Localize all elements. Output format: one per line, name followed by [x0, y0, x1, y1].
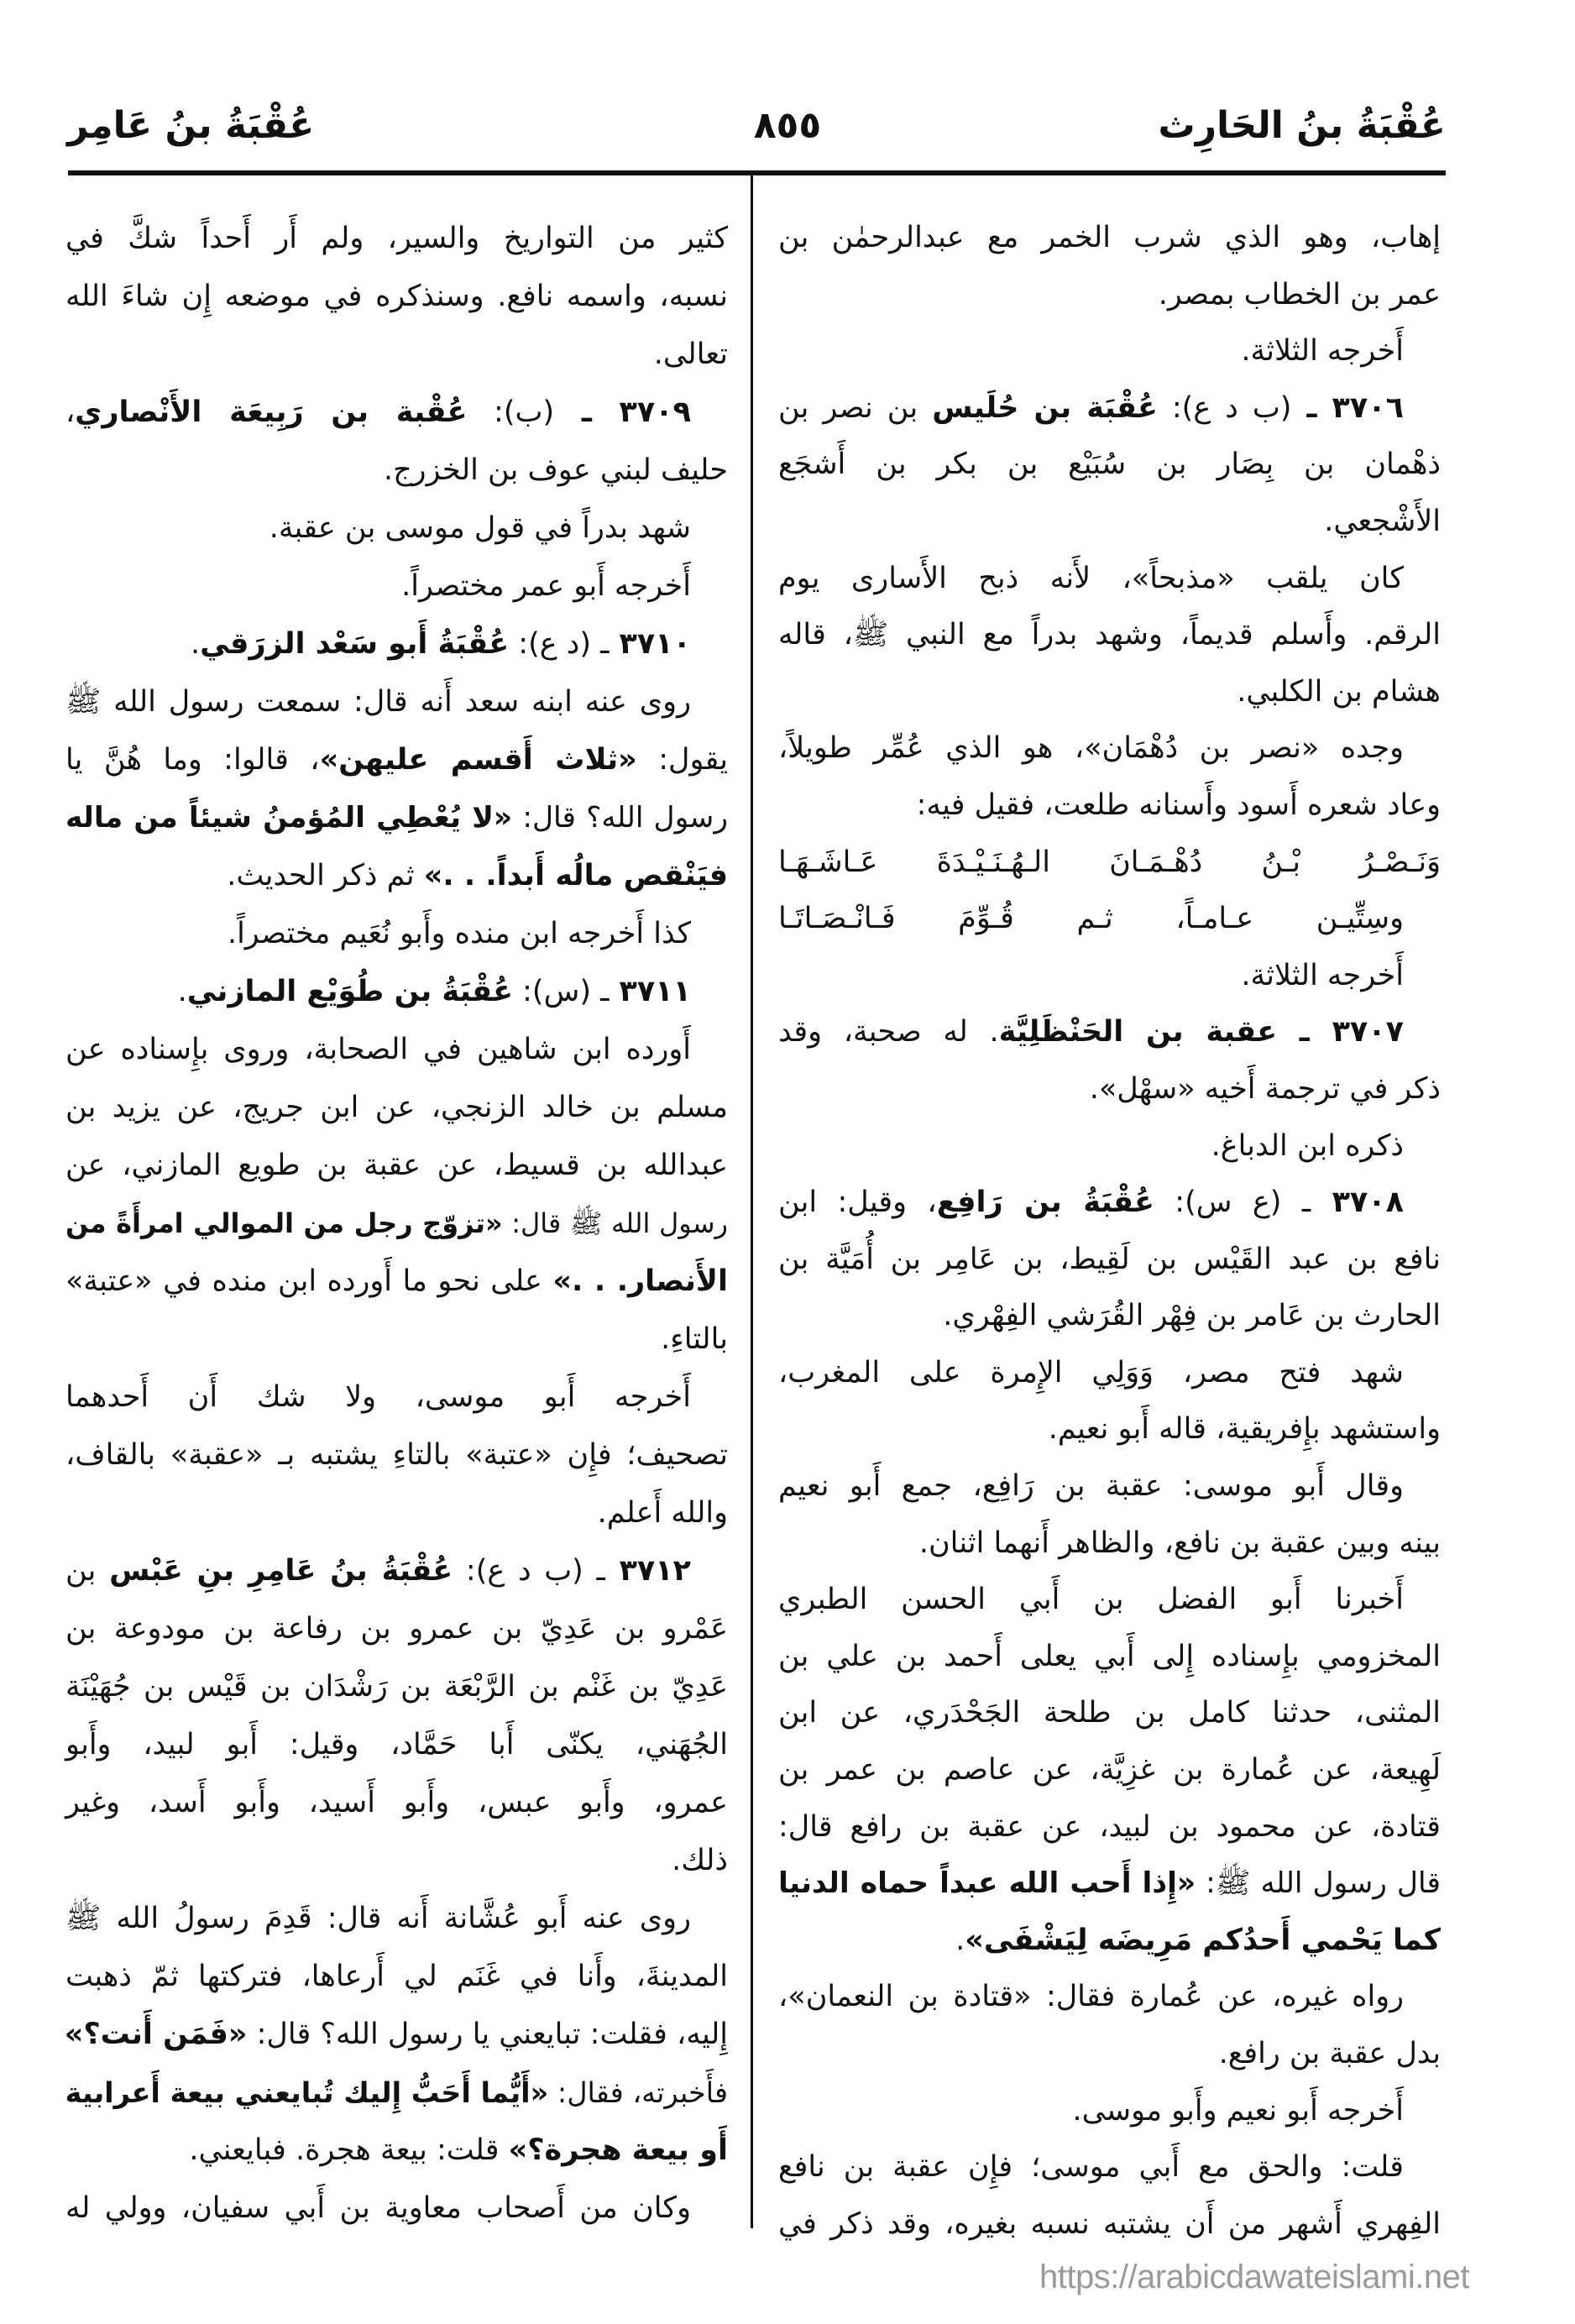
text-segment: ذكره ابن الدباغ. [1211, 1128, 1404, 1163]
text-segment: الفِهري أَشهر من أَن يشتبه نسبه بغيره، وقد ذكر في [778, 2206, 1441, 2241]
text-line [65, 1426, 728, 1484]
text-segment: لَهِيعة، عن عُمارة بن غزِيَّة، عن عاصم بن عمر بن [778, 1753, 1441, 1787]
text-segment: . له صحبة، وقد [778, 1015, 999, 1049]
text-segment: بدل عقبة بن رافع. [1218, 2037, 1441, 2070]
text-segment: قلت: والحق مع أَبي موسى؛ فإِن عقبة بن نافع [778, 2150, 1404, 2185]
text-segment: ، وقيل: ابن [778, 1186, 937, 1220]
text-line [778, 1232, 1441, 1289]
text-segment: أَخرجه الثلاثة. [1241, 958, 1404, 992]
text-line [65, 789, 728, 847]
text-segment: روى عنه أَبو عُشَّانة أَنه قال: قَدِمَ رسولُ الله ﷺ [65, 1902, 691, 1935]
text-segment: ، قالوا: وما هُنَّ يا [65, 743, 320, 777]
bold-text: «أَيُّما أَحَبُّ إِليك تُبايعني بيعة أَعرابية [65, 2076, 549, 2109]
text-segment: ذهْمان بن بِصَار بن سُبَيْع بن بكر بن أَشجَع [778, 448, 1441, 482]
bold-text: عُقْبَةُ بن طُوَيْع المازني [186, 975, 514, 1008]
text-segment: ـ (د ع): [509, 627, 610, 661]
text-line [778, 1969, 1441, 2026]
text-segment: ذلك. [672, 1844, 728, 1877]
text-segment: . [955, 1923, 965, 1957]
text-line [65, 1774, 728, 1832]
text-segment: كذا أَخرجه ابن منده وأَبو نُعَيم مختصراً. [227, 917, 691, 950]
text-line [778, 1345, 1441, 1402]
text-line [65, 442, 728, 500]
text-line [778, 1175, 1441, 1232]
bold-text: ٣٧٠٩ ـ [554, 395, 691, 429]
bold-text: عُقْبة بن رَبِيعَة الأَنْصاري [75, 395, 468, 429]
text-segment: رسول الله؟ قال: [512, 801, 728, 835]
text-segment: (ب د ع): [1157, 390, 1292, 425]
text-segment: تصحيف؛ فإِن «عتبة» بالتاءِ يشتبه بـ «عقبة» بالقاف، [65, 1438, 728, 1472]
text-segment: وكان من أَصحاب معاوية بن أَبي سفيان، وولي له [65, 2191, 691, 2225]
text-segment: كان يلقب «مذبحاً»، لأَنه ذبح الأَسارى يوم [778, 561, 1404, 595]
text-line [778, 1742, 1441, 1799]
text-segment: شهد فتح مصر، وَوَلِي الإِمرة على المغرب، [778, 1355, 1404, 1390]
text-segment: عمر بن الخطاب بمصر. [1158, 277, 1441, 311]
text-segment: الأَشْجعي. [1324, 504, 1441, 538]
text-line [65, 1658, 728, 1716]
bold-text: ٣٧١١ [609, 975, 691, 1008]
bold-text: ٣٧١٠ [609, 627, 691, 661]
text-line [65, 1021, 728, 1079]
text-line [778, 777, 1441, 835]
text-segment: بينه وبين عقبة بن نافع، والظاهر أَنهما اثنان. [918, 1526, 1441, 1560]
text-segment: رواه غيره، عن عُمارة فقال: «قتادة بن النعمان»، [778, 1980, 1404, 2014]
text-segment: ثم ذكر الحديث. [227, 859, 424, 892]
bold-text: ٣٧١٢ [604, 1554, 692, 1588]
bold-text: «فَمَن أَنت؟» [64, 2018, 248, 2051]
bold-text: الأَنصار. . .» [552, 1264, 728, 1298]
text-segment: يقول: [636, 743, 728, 777]
page-number: ٨٥٥ [753, 104, 822, 147]
text-line [65, 2064, 728, 2122]
text-segment: وقال أَبو موسى: عقبة بن رَافِع، جمع أَبو نعيم [778, 1469, 1404, 1504]
text-line [65, 1542, 728, 1600]
text-line [65, 1079, 728, 1137]
running-header-right: عُقْبَةُ بنُ الحَارِث [1158, 104, 1446, 147]
text-segment: وسِتِّيـن عـامـاً، ثـم قُـوِّمَ فَـانْـصَـاتَـا [778, 902, 1404, 936]
text-line [65, 384, 728, 442]
text-line [778, 437, 1441, 494]
text-segment: . [177, 975, 187, 1008]
text-segment: واستشهد بإِفريقية، قاله أَبو نعيم. [1048, 1412, 1441, 1447]
bold-text: ٣٧٠٦ ـ [1291, 390, 1404, 425]
text-line [778, 720, 1441, 777]
text-line [65, 1195, 728, 1253]
bold-text: عُقْبَةُ بنُ عَامِرِ بنِ عَبْس [109, 1554, 453, 1588]
text-line [65, 673, 728, 731]
text-segment: بن نصر بن [778, 390, 933, 425]
text-segment: الحارث بن عَامر بن فِهْر القُرَشي الفِهْري. [943, 1299, 1441, 1333]
text-line [65, 557, 728, 615]
text-segment: أَخرجه أَبو نعيم وأَبو موسى. [1072, 2093, 1404, 2128]
text-line [778, 2026, 1441, 2083]
text-segment: حليف لبني عوف بن الخزرج. [383, 453, 728, 487]
right-column [778, 210, 1441, 2253]
text-segment: إهاب، وهو الذي شرب الخمر مع عبدالرحمٰن بن [778, 221, 1441, 254]
text-line [65, 615, 728, 673]
bold-text: عُقْبَة بن حُلَيس [932, 390, 1158, 425]
text-segment: ، [65, 395, 76, 429]
text-segment: عَمْرو بن عَدِيّ بن عمرو بن رفاعة بن مودوعة بن [65, 1612, 728, 1646]
text-line [65, 731, 728, 789]
text-line [65, 847, 728, 905]
text-segment: بالتاءِ. [661, 1322, 728, 1356]
text-segment: والله أَعلم. [597, 1496, 728, 1530]
text-line [65, 963, 728, 1021]
text-line [778, 1288, 1441, 1345]
text-line [65, 326, 728, 384]
text-line [65, 1311, 728, 1369]
text-line [778, 1913, 1441, 1970]
text-segment: ـ (ب د ع): [453, 1554, 605, 1588]
watermark-url: https://arabicdawateislami.net [1039, 2259, 1469, 2295]
text-line [65, 268, 728, 326]
text-line [778, 1685, 1441, 1742]
header-rule [68, 170, 1446, 175]
text-line [778, 2083, 1441, 2140]
text-line [65, 2122, 728, 2180]
text-line [65, 1716, 728, 1774]
text-line [778, 2139, 1441, 2196]
text-segment: كثير من التواريخ والسير، ولم أَر أَحداً شكَّ في [65, 222, 728, 255]
text-segment: المدينةَ، وأَنا في غَنَم لي أَرعاها، فتركتها ثمّ ذهبت [65, 1960, 728, 1993]
text-line [778, 948, 1441, 1005]
text-line [778, 1401, 1441, 1458]
text-line [778, 1061, 1441, 1118]
text-segment: رسول الله ﷺ قال: [502, 1207, 729, 1239]
text-line [778, 835, 1441, 892]
text-segment: المثنى، حدثنا كامل بن طلحة الجَحْدَري، عن ابن [778, 1696, 1441, 1730]
text-segment: أَخرجه الثلاثة. [1241, 334, 1404, 369]
text-segment: أَخرجه أَبو موسى، ولا شك أَن أَحدهما [65, 1380, 691, 1414]
text-line [778, 664, 1441, 721]
text-line [778, 551, 1441, 608]
text-segment: نسبه، واسمه نافع. وسنذكره في موضعه إِن شاءَ الله [65, 280, 728, 313]
text-segment: أَورده ابن شاهين في الصحابة، وروى بإِسناده عن [65, 1033, 691, 1066]
text-line [65, 905, 728, 963]
text-segment: هشام بن الكلبي. [1237, 674, 1441, 709]
text-line [65, 1600, 728, 1658]
text-line [65, 1369, 728, 1426]
bold-text: عُقْبَةُ بن رَافِع [936, 1186, 1154, 1220]
text-line [778, 210, 1441, 267]
text-line [778, 891, 1441, 948]
text-segment: قتادة، عن محمود بن لبيد، عن عقبة بن رافع قال: [778, 1809, 1441, 1844]
text-line [65, 1832, 728, 1890]
bold-text: أَو بيعة هجرة؟» [508, 2133, 728, 2167]
text-segment: ذكر في ترجمة أَخيه «سهْل». [1089, 1071, 1441, 1106]
running-header-left: عُقْبَةُ بنُ عَامِر [67, 104, 315, 147]
text-line [65, 2180, 728, 2238]
bold-text: «ثلاث أَقسم عليهن» [319, 743, 637, 777]
text-segment: المخزومي بإِسناده إِلى أَبي يعلى أَحمد بن علي بن [778, 1639, 1441, 1673]
text-line [65, 2006, 728, 2064]
text-segment: الرقم. وأَسلم قديماً، وشهد بدراً مع النبي ﷺ، قاله [778, 618, 1441, 652]
text-line [778, 1458, 1441, 1515]
bold-text: ٣٧٠٨ [1311, 1186, 1405, 1220]
text-segment: وَنَـصْـرُ بْـنُ دُهْـمَـانَ الـهُـنَـيْـدَةَ عَـاشَـهَـا [778, 845, 1441, 879]
bold-text: ٣٧٠٧ ـ عقبة بن الحَنْظَلِيَّة [998, 1015, 1405, 1049]
text-segment: عمرو، وأَبو عبس، وأَبو أَسيد، وأَبو أَسد، وغير [65, 1786, 728, 1819]
text-line [778, 1856, 1441, 1913]
text-line [778, 1629, 1441, 1686]
text-segment: قال رسول الله ﷺ: [1196, 1866, 1441, 1901]
text-segment: أَخبرنا أَبو الفضل بن أَبي الحسن الطبري [778, 1583, 1404, 1617]
bold-text: عُقْبَةُ أَبو سَعْد الزرَقي [200, 627, 510, 661]
text-segment: تعالى. [653, 338, 728, 371]
text-line [778, 494, 1441, 551]
text-line [778, 267, 1441, 324]
text-line [778, 2196, 1441, 2253]
text-segment: عَدِيّ بن غَنْم بن الرَّبْعَة بن رَشْدَان بن قَيْس بن جُهَيْنَة [65, 1670, 728, 1704]
text-segment: أَخرجه أَبو عمر مختصراً. [401, 569, 691, 603]
text-segment: نافع بن عبد القَيْس بن لَقِيط، بن عَامِر بن أُمَيَّة بن [778, 1242, 1441, 1276]
left-column [65, 210, 728, 2238]
text-line [65, 500, 728, 557]
text-segment: ـ (ع س): [1154, 1186, 1311, 1220]
text-line [778, 1004, 1441, 1061]
text-segment: بن [65, 1554, 110, 1588]
bold-text: «تزوّج رجل من الموالي امرأَةً من [65, 1207, 503, 1239]
text-line [65, 1253, 728, 1311]
text-segment: فأَخبرته، فقال: [548, 2076, 728, 2109]
text-line [778, 323, 1441, 380]
text-segment: شهد بدراً في قول موسى بن عقبة. [269, 511, 691, 545]
text-segment: على نحو ما أَورده ابن منده في «عتبة» [65, 1264, 553, 1298]
text-line [65, 1137, 728, 1195]
text-line [65, 1484, 728, 1542]
text-line [778, 1515, 1441, 1573]
text-line [65, 1948, 728, 2006]
text-segment: مسلم بن خالد الزنجي، عن ابن جريج، عن يزيد بن [65, 1091, 728, 1124]
text-segment: الجُهَني، يكنّى أَبا حَمَّاد، وقيل: أَبو لبيد، وأَبو [65, 1728, 728, 1761]
text-line [778, 380, 1441, 437]
column-divider [751, 175, 753, 2228]
text-segment: وجده «نصر بن دُهْمَان»، هو الذي عُمِّر طويلاً، [778, 731, 1404, 766]
text-line [65, 210, 728, 268]
bold-text: كما يَحْمي أَحدُكم مَرِيضَه لِيَشْفَى» [965, 1923, 1441, 1957]
text-segment: عبدالله بن قسيط، عن عقبة بن طويع المازني، عن [65, 1149, 728, 1182]
bold-text: «لا يُعْطِي المُؤمنُ شيئاً من ماله [65, 801, 513, 835]
text-segment: وعاد شعره أَسود وأَسنانه طلعت، فقيل فيه: [916, 788, 1441, 822]
bold-text: «إِذا أَحب الله عبداً حماه الدنيا [778, 1866, 1196, 1901]
text-segment: قلت: بيعة هجرة. فبايعني. [189, 2133, 509, 2167]
text-segment: (ب): [467, 395, 555, 429]
text-line [778, 1118, 1441, 1175]
text-line [778, 1572, 1441, 1629]
text-line [778, 607, 1441, 664]
text-segment: إِليه، فقلت: تبايعني يا رسول الله؟ قال: [247, 2018, 728, 2051]
text-line [65, 1890, 728, 1948]
bold-text: فيَنْقص مالُه أَبداً. . .» [423, 859, 728, 892]
text-segment: ـ (س): [513, 975, 610, 1008]
text-segment: . [190, 627, 201, 661]
text-line [778, 1799, 1441, 1856]
text-segment: روى عنه ابنه سعد أَنه قال: سمعت رسول الله ﷺ [65, 685, 691, 719]
